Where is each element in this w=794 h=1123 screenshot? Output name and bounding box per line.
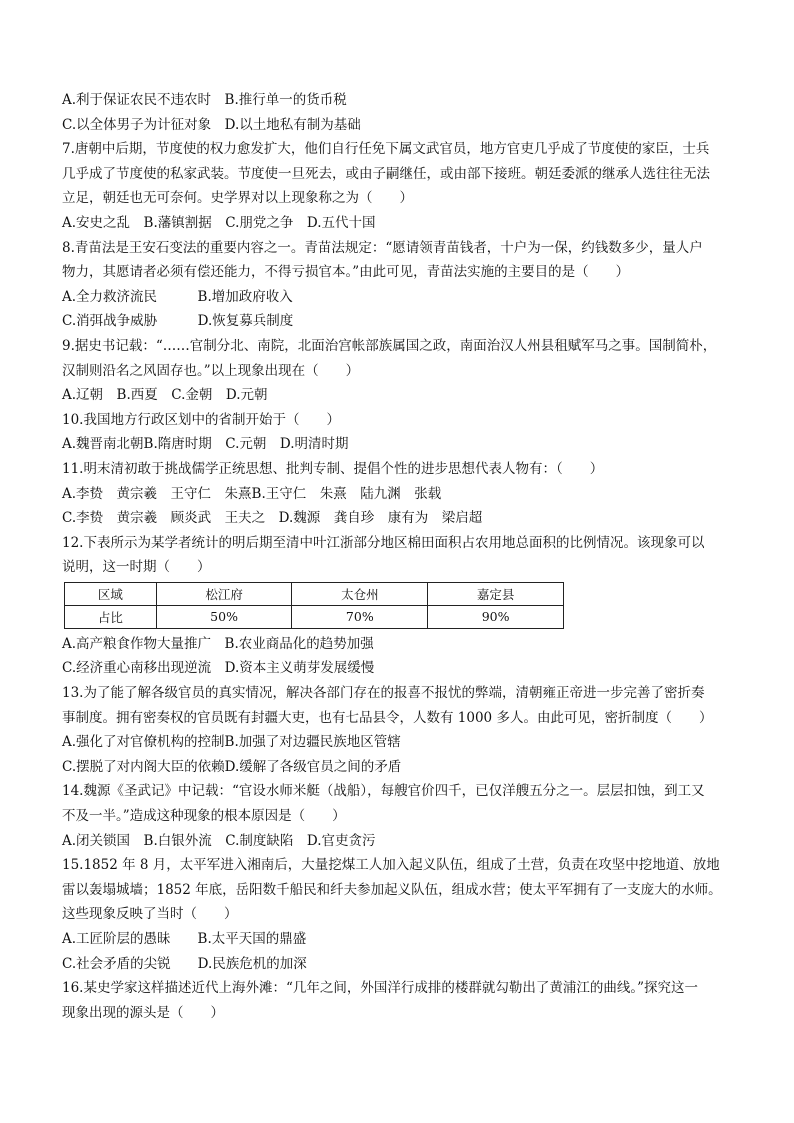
text-line: 立足，朝廷也无可奈何。史学界对以上现象称之为（ ） — [62, 190, 413, 207]
text-line: 雷以轰塌城墙；1852 年底，岳阳数千船民和纤夫参加起义队伍，组成水营；使太平军拥有了一支庞大的水师。 — [62, 881, 722, 898]
text-line: 12.下表所示为某学者统计的明后期至清中叶江浙部分地区棉田面积占农用地总面积的比例情况。该现象可以 — [62, 534, 705, 551]
text-line: A.李贽 黄宗羲 王守仁 朱熹B.王守仁 朱熹 陆九渊 张载 — [62, 485, 442, 502]
table-header-cell: 太仓州 — [292, 582, 428, 605]
text-line: A.利于保证农民不违农时 B.推行单一的货币税 — [62, 92, 347, 108]
text-line: 7.唐朝中后期，节度使的权力愈发扩大，他们自行任免下属文武官员，地方官吏几乎成了节度使的家臣，士兵 — [62, 141, 710, 158]
table-cell: 70% — [292, 605, 428, 628]
text-line: 几乎成了节度使的私家武装。节度使一旦死去，或由子嗣继任，或由部下接班。朝廷委派的继承人选往往无法 — [62, 165, 710, 182]
text-line: A.闭关锁国 B.白银外流 C.制度缺陷 D.官吏贪污 — [62, 832, 376, 849]
text-line: 不及一半。”造成这种现象的根本原因是（ ） — [62, 808, 346, 825]
text-line: 现象出现的源头是（ ） — [62, 1004, 224, 1021]
cotton-area-table — [64, 582, 564, 629]
table-cell: 50% — [156, 605, 292, 628]
text-line: 14.魏源《圣武记》中记载：“官设水师米艇（战船），每艘官价四千，已仅洋艘五分之一。层层扣蚀，到工又 — [62, 783, 705, 800]
text-line: A.安史之乱 B.藩镇割据 C.朋党之争 D.五代十国 — [62, 214, 376, 231]
text-line: 物力，其愿请者必须有偿还能力，不得亏损官本。”由此可见，青苗法实施的主要目的是（ ） — [62, 264, 630, 281]
text-line: C.摆脱了对内阁大臣的依赖D.缓解了各级官员之间的矛盾 — [62, 758, 402, 775]
text-line: 16.某史学家这样描述近代上海外滩：“几年之间，外国洋行成排的楼群就勾勒出了黄浦江的曲线。”探究这一 — [62, 980, 699, 997]
text-line: C.李贽 黄宗羲 顾炎武 王夫之 D.魏源 龚自珍 康有为 梁启超 — [62, 510, 483, 527]
text-line: A.工匠阶层的愚昧 B.太平天国的鼎盛 — [62, 931, 307, 947]
text-line: 汉制则沿名之风固存也。”以上现象出现在（ ） — [62, 362, 360, 379]
table-header-cell: 松江府 — [156, 582, 292, 605]
text-line: C.经济重心南移出现逆流 D.资本主义萌芽发展缓慢 — [62, 660, 375, 677]
text-line: C.社会矛盾的尖锐 D.民族危机的加深 — [62, 955, 307, 972]
text-line: 11.明末清初敢于挑战儒学正统思想、批判专制、提倡个性的进步思想代表人物有：（ ） — [62, 460, 604, 477]
text-line: 8.青苗法是王安石变法的重要内容之一。青苗法规定：“愿请领青苗钱者，十户为一保，约钱数多少，量人户 — [62, 239, 703, 256]
table-row — [65, 605, 564, 628]
text-line: 10.我国地方行政区划中的省制开始于（ ） — [62, 411, 340, 428]
text-line: A.魏晋南北朝B.隋唐时期 C.元朝 D.明清时期 — [62, 436, 349, 453]
text-line: 9.据史书记载：“……官制分北、南院，北面治宫帐部族属国之政，南面治汉人州县租赋军马之事。国制简朴， — [62, 337, 717, 354]
table-header-cell: 区域 — [65, 582, 157, 605]
text-line: 13.为了能了解各级官员的真实情况，解决各部门存在的报喜不报忧的弊端，清朝雍正帝进一步完善了密折奏 — [62, 685, 705, 702]
text-line: 事制度。拥有密奏权的官员既有封疆大吏，也有七品县令，人数有 1000 多人。由此可见，密折制度（ ） — [62, 709, 713, 726]
text-line: 说明，这一时期（ ） — [62, 559, 211, 576]
text-line: A.强化了对官僚机构的控制B.加强了对边疆民族地区管辖 — [62, 734, 401, 751]
question-block-b — [62, 632, 742, 1026]
text-line: 这些现象反映了当时（ ） — [62, 906, 238, 923]
table-header-cell: 嘉定县 — [428, 582, 564, 605]
question-block-a — [62, 88, 742, 580]
text-line: 15.1852 年 8 月，太平军进入湘南后，大量挖煤工人加入起义队伍，组成了土营，负责在攻坚中挖地道、放地 — [62, 857, 720, 874]
text-line: A.辽朝 B.西夏 C.金朝 D.元朝 — [62, 387, 268, 404]
table-cell: 90% — [428, 605, 564, 628]
text-line: A.全力救济流民 B.增加政府收入 — [62, 288, 293, 305]
table-cell: 占比 — [65, 605, 157, 628]
exam-page — [62, 88, 742, 1025]
table-header-row — [65, 582, 564, 605]
text-line: C.以全体男子为计征对象 D.以土地私有制为基础 — [62, 116, 361, 133]
text-line: C.消弭战争威胁 D.恢复募兵制度 — [62, 313, 294, 330]
text-line: A.高产粮食作物大量推广 B.农业商品化的趋势加强 — [62, 635, 374, 652]
